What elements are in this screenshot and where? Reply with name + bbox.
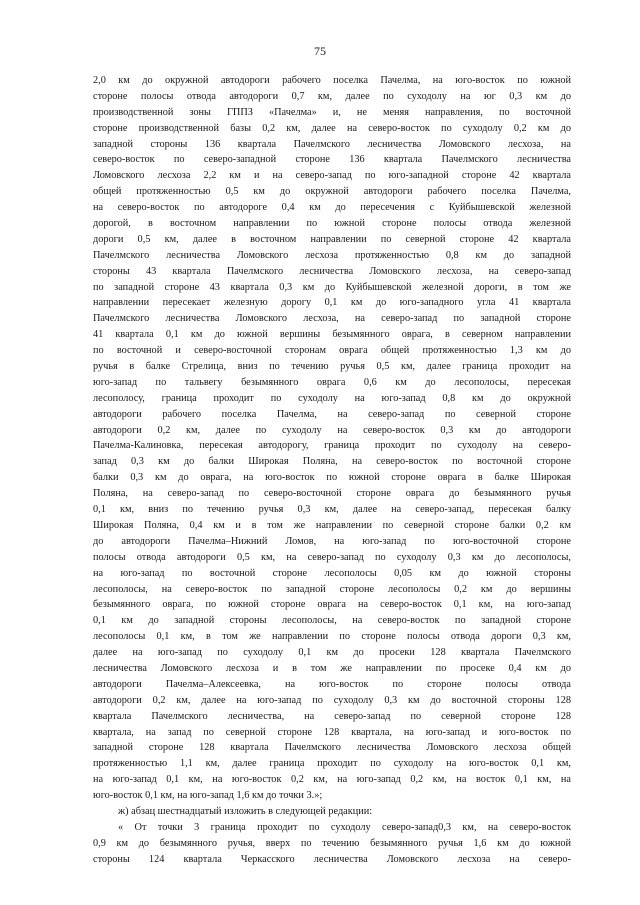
text-line: « От точки 3 граница проходит по суходолу северо-запад0,3 км, на северо-восток	[118, 821, 571, 833]
text-line: лесничества Ломовского лесхоза и в том же направлении по просеке 0,4 км до	[93, 662, 571, 674]
text-line: стороны 124 квартала Черкасского лесничества Ломовского лесхоза на северо-	[93, 853, 571, 865]
document-body	[93, 73, 571, 868]
text-line: Пачелмского лесничества Ломовского лесхоза протяженностью 0,8 км до западной	[93, 249, 571, 261]
text-line: общей протяженностью 0,5 км до окружной автодороги рабочего поселка Пачелма,	[93, 186, 571, 198]
text-line: Пачелма-Калиновка, пересекая автодорогу, граница проходит по суходолу на северо-	[93, 440, 571, 452]
text-line: автодороги рабочего поселка Пачелма, на северо-запад по северной стороне	[93, 408, 571, 420]
text-line: направлении пересекает железную дорогу 0,1 км до юго-западного угла 41 квартала	[93, 297, 571, 309]
text-line: далее на юго-запад по суходолу 0,1 км до просеки 128 квартала Пачелмского	[93, 647, 571, 659]
page-number: 75	[314, 44, 326, 58]
text-line: юго-запад по тальвегу безымянного оврага 0,6 км до лесополосы, пересекая	[93, 376, 571, 388]
text-line: Широкая Поляна, 0,4 км и в том же направлении по северной стороне балки 0,2 км	[93, 519, 571, 531]
text-line: 0,1 км, вниз по течению ручья 0,3 км, далее на северо-запад, пересекая балку	[93, 504, 571, 516]
text-line: лесополосы 0,1 км, в том же направлении по стороне полосы отвода дороги 0,3 км,	[93, 631, 571, 643]
text-line: западной стороны 136 квартала Пачелмского лесничества Ломовского лесхоза, на	[93, 138, 571, 150]
text-line: юго-восток 0,1 км, на юго-запад 1,6 км до точки 3.»;	[93, 790, 323, 802]
text-line: стороны 43 квартала Пачелмского лесничества Ломовского лесхоза, на северо-запад	[93, 265, 571, 277]
text-line: по западной стороне 43 квартала 0,3 км до Куйбышевской железной дороги, в том же	[93, 281, 571, 293]
text-line: 41 квартала 0,1 км до южной вершины безымянного оврага, в северном направлении	[93, 329, 571, 341]
text-line: запад 0,3 км до балки Широкая Поляна, на северо-восток по восточной стороне	[93, 456, 571, 468]
text-line: на северо-восток по автодороге 0,4 км до пересечения с Куйбышевской железной	[93, 202, 571, 214]
text-line: лесополосу, граница проходит по суходолу на юго-запад 0,8 км до окружной	[93, 392, 571, 404]
text-line: дороги 0,5 км, далее в восточном направлении по северной стороне 42 квартала	[93, 233, 571, 245]
text-line: автодороги 0,2 км, далее на юго-запад по суходолу 0,3 км до восточной стороны 128	[93, 694, 571, 706]
text-line: до автодороги Пачелма–Нижний Ломов, на юго-запад по юго-восточной стороне	[93, 535, 571, 547]
text-line: на юго-запад по восточной стороне лесополосы 0,05 км до южной стороны	[93, 567, 571, 579]
text-line: балки 0,3 км до оврага, на юго-восток по южной стороне оврага в балке Широкая	[93, 472, 571, 484]
text-line: Ломовского лесхоза 2,2 км и на северо-запад по юго-западной стороне 42 квартала	[93, 170, 571, 182]
text-line: протяженностью 1,1 км, далее граница проходит по суходолу на юго-восток 0,1 км,	[93, 758, 571, 770]
text-line: автодороги 0,2 км, далее по суходолу на северо-восток 0,3 км до автодороги	[93, 424, 571, 436]
text-line: лесополосы, на северо-восток по западной стороне лесополосы 0,2 км до вершины	[93, 583, 571, 595]
text-line: 0,1 км до западной стороны лесополосы, на северо-восток по западной стороне	[93, 615, 571, 627]
text-line: полосы отвода автодороги 0,5 км, на северо-запад по суходолу 0,3 км до лесополосы,	[93, 551, 571, 563]
text-line: стороне полосы отвода автодороги 0,7 км, далее по суходолу на юг 0,3 км до	[93, 90, 571, 102]
text-line: на юго-запад 0,1 км, на юго-восток 0,2 км, на юго-запад 0,2 км, на восток 0,1 км, на	[93, 774, 571, 786]
text-line: северо-восток по северо-западной стороне 136 квартала Пачелмского лесничества	[93, 154, 571, 166]
text-line: автодороги Пачелма–Алексеевка, на юго-восток по стороне полосы отвода	[93, 678, 571, 690]
text-line: Поляна, на северо-запад по северо-восточной стороне оврага до безымянного ручья	[93, 488, 571, 500]
text-line: западной стороне 128 квартала Пачелмского лесничества Ломовского лесхоза общей	[93, 742, 571, 754]
text-line: дорогой, в восточном направлении по южной стороне полосы отвода железной	[93, 218, 571, 230]
text-line: ж) абзац шестнадцатый изложить в следующей редакции:	[118, 805, 373, 817]
text-line: производственной зоны ГППЗ «Пачелма» и, не меняя направления, по восточной	[93, 106, 571, 118]
text-line: ручья в балке Стрелица, вниз по течению ручья 0,5 км, далее граница проходит на	[93, 361, 571, 373]
text-line: квартала Пачелмского лесничества, на северо-запад по северной стороне 128	[93, 710, 571, 722]
text-line: по восточной и северо-восточной сторонам оврага общей протяженностью 1,3 км до	[93, 345, 571, 357]
text-line: Пачелмского лесничества Ломовского лесхоза, на северо-запад по западной стороне	[93, 313, 571, 325]
text-line: 0,9 км до безымянного ручья, вверх по течению безымянного ручья 1,6 км до южной	[93, 837, 571, 849]
text-line: квартала, на запад по северной стороне 128 квартала, на юго-запад и юго-восток по	[93, 726, 571, 738]
text-line: стороне производственной базы 0,2 км, далее на северо-восток по суходолу 0,2 км до	[93, 122, 571, 134]
text-line: 2,0 км до окружной автодороги рабочего поселка Пачелма, на юго-восток по южной	[93, 75, 571, 86]
text-line: безымянного оврага, по южной стороне оврага на северо-восток 0,1 км, на юго-запад	[93, 599, 571, 611]
